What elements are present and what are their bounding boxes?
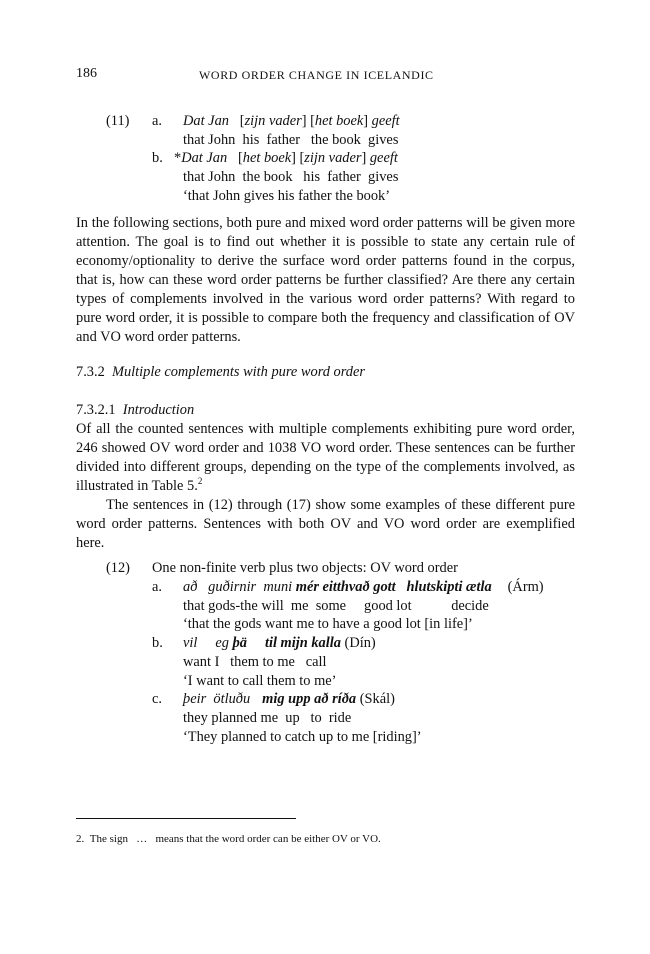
footnote-text: The sign	[89, 833, 128, 845]
translation-line: ‘that John gives his father the book’	[183, 188, 391, 204]
example-label: b.	[152, 150, 163, 166]
footnote	[76, 833, 381, 845]
example-word-bold: þä	[232, 635, 247, 651]
gloss-line: that gods-the will me some good lot decide	[183, 598, 489, 614]
example-line	[183, 113, 400, 130]
section-title: Multiple complements with pure word order	[111, 364, 365, 380]
paragraph-text: The sentences in (12) through (17) show some examples of these different pure word order patterns. Sentences with both OV and VO word order are exemplified here.	[76, 497, 575, 551]
example-word-bold: til mijn kalla	[264, 635, 341, 651]
bracket: ] [	[301, 113, 315, 129]
paragraph-text: In the following sections, both pure and mixed word order patterns will be given more attention. The goal is to find out whether it is possible to state any certain rule of economy/optionality to derive the surface word order patterns found in the corpus, that is, how can these word order patterns be further classified? Are there any certain types of complements involved in the various word order patterns? With regard to pure word order, it is possible to compare both the frequency and classification of OV and VO word order patterns.	[76, 215, 575, 345]
bracket: [	[237, 150, 243, 166]
subsection-title: Introduction	[122, 402, 195, 418]
footnote-rule	[76, 818, 296, 819]
example-label: a.	[152, 113, 162, 129]
gloss-line: want I them to me call	[183, 654, 327, 670]
subsection-number: 7.3.2.1	[76, 402, 116, 418]
body-paragraph	[76, 420, 575, 553]
section-heading	[76, 364, 365, 381]
paragraph-text: Of all the counted sentences with multiple complements exhibiting pure word order, 246 showed OV word order and 1038 VO word order. These sentences can be further divided into different groups, depending on the type of the complements involved, as illustrated in Table 5.	[76, 421, 575, 494]
page-number: 186	[76, 66, 97, 81]
translation-line: ‘that the gods want me to have a good lot [in life]’	[183, 616, 473, 632]
example-number: (11)	[106, 113, 130, 129]
example-line	[183, 635, 376, 652]
example-line	[183, 579, 544, 596]
example-word: Dat Jan	[181, 150, 228, 166]
bracket: [	[239, 113, 245, 129]
example-label: c.	[152, 691, 162, 707]
example-heading: One non-finite verb plus two objects: OV word order	[152, 560, 458, 576]
translation-line: ‘They planned to catch up to me [riding]’	[183, 729, 422, 745]
example-number: (12)	[106, 560, 130, 576]
example-line	[174, 150, 398, 167]
source-abbrev: (Árm)	[507, 579, 544, 595]
example-label: a.	[152, 579, 162, 595]
example-word: zijn vader	[304, 150, 362, 166]
subsection-heading	[76, 402, 194, 419]
footnote-number: 2.	[76, 833, 85, 845]
example-word: het boek	[314, 113, 364, 129]
source-abbrev: (Dín)	[344, 635, 376, 651]
example-word-bold: mér eitthvað gott hlutskipti ætla	[295, 579, 492, 595]
example-word: að guðirnir muni	[183, 579, 293, 595]
bracket: ] [	[291, 150, 305, 166]
section-number: 7.3.2	[76, 364, 105, 380]
example-word: vil eg	[183, 635, 229, 651]
footnote-text: means that the word order can be either OV or VO.	[155, 833, 381, 845]
gloss-line: that John his father the book gives	[183, 132, 399, 148]
translation-line: ‘I want to call them to me’	[183, 673, 337, 689]
bracket: ]	[361, 150, 367, 166]
ungrammatical-star: *	[174, 150, 182, 166]
source-abbrev: (Skál)	[359, 691, 395, 707]
gloss-line: that John the book his father gives	[183, 169, 399, 185]
footnote-sign: …	[136, 833, 148, 845]
gloss-line: they planned me up to ride	[183, 710, 352, 726]
example-word: Dat Jan	[183, 113, 229, 129]
footnote-marker[interactable]: 2	[197, 476, 203, 486]
body-paragraph	[76, 214, 575, 347]
example-word: geeft	[371, 113, 400, 129]
running-head: WORD ORDER CHANGE IN ICELANDIC	[199, 68, 434, 82]
bracket: ]	[363, 113, 369, 129]
example-label: b.	[152, 635, 163, 651]
example-word-bold: mig upp að ríða	[262, 691, 357, 707]
example-word: þeir ötluðu	[183, 691, 251, 707]
example-line	[183, 691, 395, 708]
example-word: het boek	[242, 150, 292, 166]
example-word: zijn vader	[244, 113, 302, 129]
example-word: geeft	[369, 150, 398, 166]
